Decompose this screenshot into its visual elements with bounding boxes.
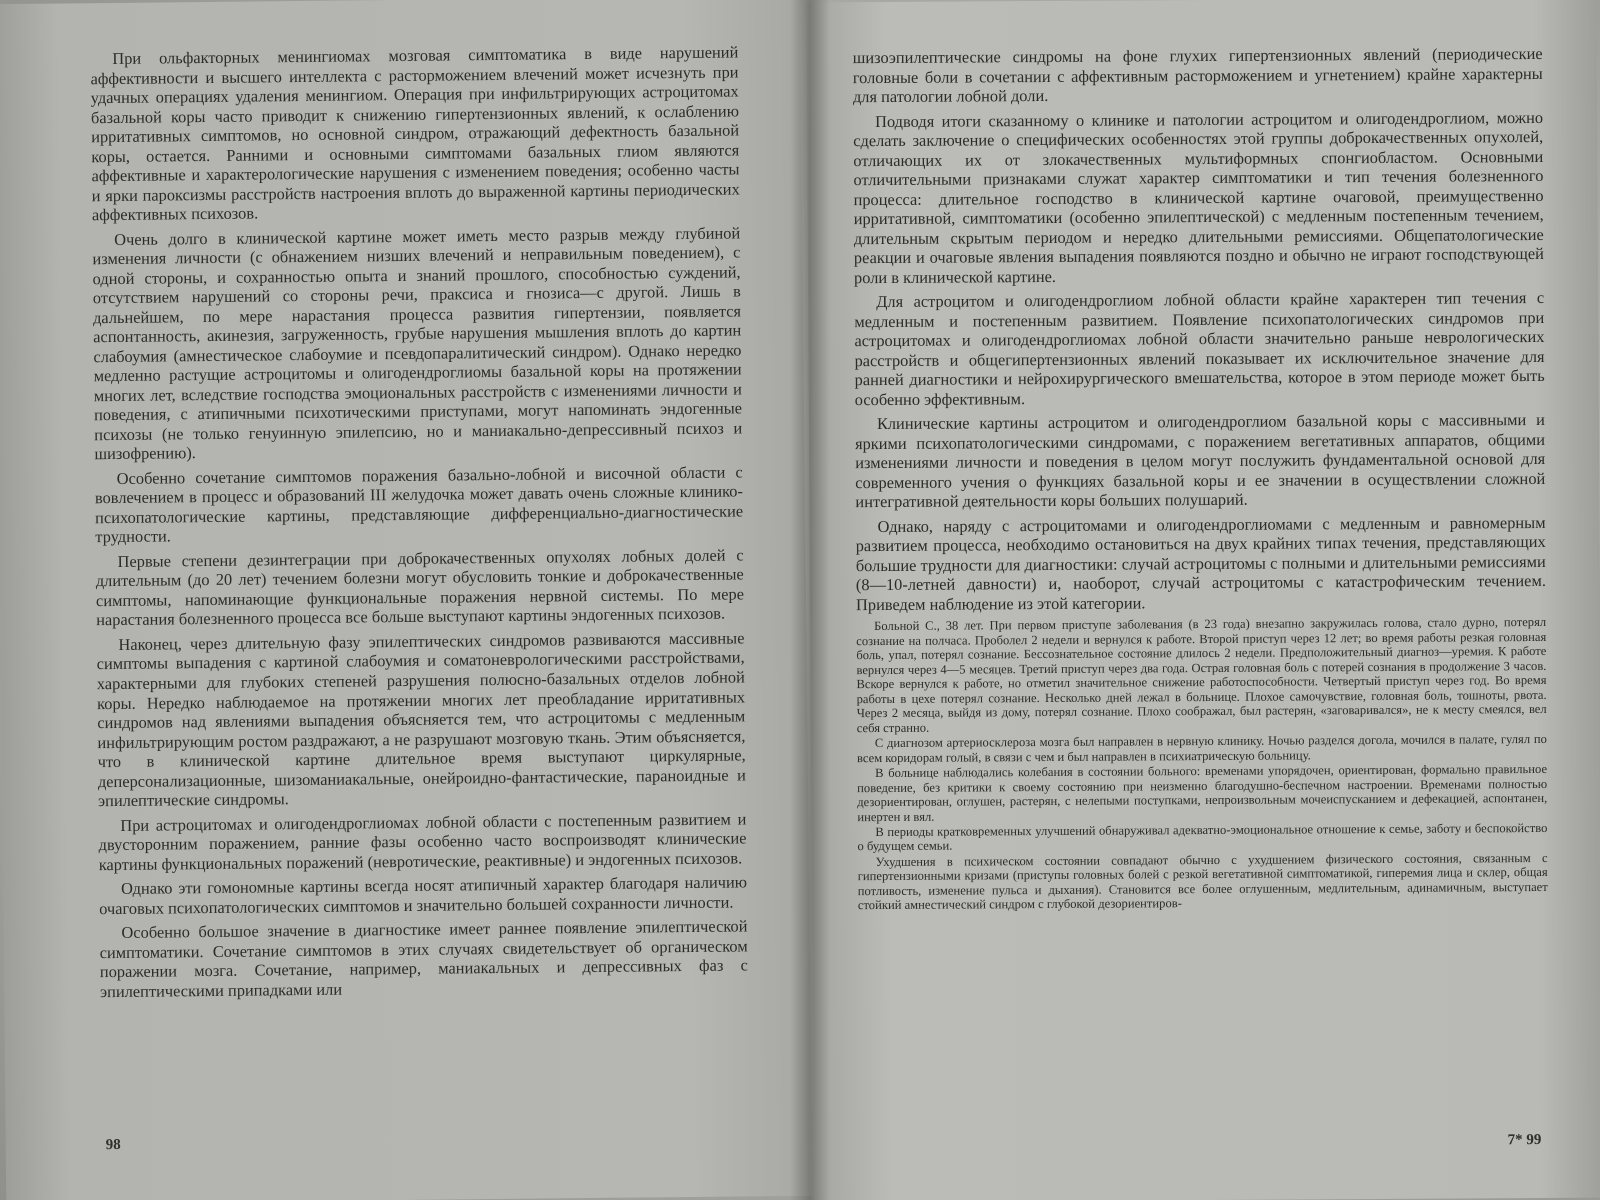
left-paragraph: При астроцитомах и олигодендроглиомах лобной области с постепенным развитием и двусторонним поражением, ранние фазы особенно часто воспроизводят клинические картины функциональных поражений (невротические, реактивные) и эндогенных психозов.	[98, 808, 747, 874]
case-report	[856, 615, 1548, 913]
right-page	[806, 0, 1600, 1200]
left-paragraph: Особенно большое значение в диагностике имеет раннее появление эпилептической симптоматики. Сочетание симптомов в этих случаях свидетельствует об органическом поражении мозга. Сочетание, например, маниакальных и депрессивных фаз с эпилептическими припадками или	[99, 916, 748, 1001]
book-gutter	[790, 0, 830, 1200]
case-paragraph: Больной С., 38 лет. При первом приступе заболевания (в 23 года) внезапно закружилась голова, стало дурно, потерял сознание на полчаса. Проболел 2 недели и вернулся к работе. Второй приступ через 12 лет; во время работы резкая головная боль, упал, потерял сознание. Бессознательное состояние длилось 2 недели. Предположительный диагноз—уремия. К работе вернулся через 4—5 месяцев. Третий приступ через два года. Острая головная боль с потерей сознания в продолжение 3 часов. Вскоре вернулся к работе, но отметил значительное снижение работоспособности. Четвертый приступ через год. Во время работы в цехе потерял сознание. Несколько дней лежал в больнице. Плохое самочувствие, головная боль, тошноты, рвота. Через 2 месяца, выйдя из дому, потерял сознание. Плохо соображал, был растерян, «заговаривался», не к месту смеялся, вел себя странно.	[856, 615, 1547, 735]
left-paragraph: Первые степени дезинтеграции при доброкачественных опухолях лобных долей с длительным (до 20 лет) течением болезни могут обусловить тонкие и доброкачественные симптомы, напоминающие функциональные поражения нервной системы. По мере нарастания болезненного процесса все больше выступают картины эндогенных психозов.	[95, 545, 745, 630]
page-number: 7* 99	[1507, 1132, 1542, 1149]
left-paragraph: Однако эти гомономные картины всегда носят атипичный характер благодаря наличию очаговых психопатологических симптомов и значительно большей сохранности личности.	[99, 872, 748, 918]
right-paragraph: Подводя итоги сказанному о клинике и патологии астроцитом и олигодендроглиом, можно сделать заключение о специфических особенностях этой группы доброкачественных опухолей, отличающих их от злокачественных мультиформных спонгиобластом. Основными отличительными признаками служат характер симптоматики и тип течения болезненного процесса: длительное господство в клинической картине очаговой, преимущественно ирритативной, симптоматики (особенно эпилептической) с медленным постепенным течением, длительным скрытым периодом и нередко длительными ремиссиями. Общепатологические реакции и очаговые явления выпадения появляются поздно и обычно не играют господствующей роли в клинической картине.	[853, 107, 1544, 287]
case-paragraph: С диагнозом артериосклероза мозга был направлен в нервную клинику. Ночью разделся догола, мочился в палате, гулял по всем коридорам голый, в связи с чем и был направлен в психиатрическую больницу.	[856, 732, 1547, 765]
case-paragraph: В больнице наблюдались колебания в состоянии больного: временами упорядочен, ориентирован, формально правильное поведение, без критики к своему состоянию при неизменно благодушно-беспечном настроении. Временами полностью дезориентирован, оглушен, растерян, с нелепыми поступками, непроизвольным мочеиспусканием и дефекацией, аспонтанен, инертен и вял.	[857, 762, 1548, 824]
right-paragraph: Однако, наряду с астроцитомами и олигодендроглиомами с медленным и равномерным развитием процесса, необходимо остановиться на двух крайних типах течения, представляющих большие трудности для диагностики: случай астроцитомы с полными и длительными ремиссиями (8—10-летней давности) и, наоборот, случай астроцитомы с катастрофическим течением. Приведем наблюдение из этой категории.	[855, 512, 1546, 615]
right-paragraph: Клинические картины астроцитом и олигодендроглиом базальной коры с массивными и яркими психопатологическими синдромами, с поражением вегетативных аппаратов, общими изменениями личности и поведения в целом могут послужить фундаментальной основой для современного учения о функциях базальной коры и ее значении в осуществлении сложной интегративной деятельности коры больших полушарий.	[854, 410, 1546, 512]
page-number: 98	[105, 1137, 121, 1154]
left-paragraph: При ольфакторных менингиомах мозговая симптоматика в виде нарушений аффективности и высшего интеллекта с расторможением влечений может исчезнуть при удачных операциях удаления менингиом. Операция при инфильтрирующих астроцитомах базальной коры часто приводит к снижению гипертензионных явлений, к ослаблению ирритативных симптомов, но основной синдром, отражающий дефектность базальной коры, остается. Ранними и основными симптомами базальных глиом являются аффективные и характерологические нарушения с изменением поведения; особенно часты и ярки пароксизмы расстройств настроения вплоть до выраженной картины периодических аффективных психозов.	[90, 42, 740, 225]
case-paragraph: В периоды кратковременных улучшений обнаруживал адекватно-эмоциональное отношение к семье, заботу и беспокойство о будущем семьи.	[857, 820, 1548, 854]
right-paragraph: Для астроцитом и олигодендроглиом лобной области крайне характерен тип течения с медленным и постепенным развитием. Появление психопатологических синдромов при астроцитомах и олигодендроглиомах лобной области значительно раньше неврологических расстройств и общегипертензионных явлений показывает их исключительное значение для ранней диагностики и нейрохирургического вмешательства, которое в этом периоде может быть особенно эффективным.	[854, 288, 1545, 409]
left-paragraph: Наконец, через длительную фазу эпилептических синдромов развиваются массивные симптомы выпадения с картиной слабоумия и соматоневрологическими расстройствами, характерными для глубоких степеней разрушения полюсно-базальных отделов лобной коры. Нередко наблюдаемое на протяжении многих лет преобладание ирритативных синдромов над явлениями выпадения объясняется тем, что астроцитомы с медленным инфильтрирующим ростом раздражают, а не разрушают мозговую ткань. Этим объясняется, что в клинической картине длительное время выступают циркулярные, деперсонализационные, шизоманиакальные, онейроидно-фантастические, параноидные и эпилептические синдромы.	[96, 628, 746, 811]
left-paragraph: Особенно сочетание симптомов поражения базально-лобной и височной области с вовлечением в процесс и образований III желудочка может давать очень сложные клинико-психопатологические картины, представляющие дифференциально-диагностические трудности.	[94, 462, 744, 547]
right-paragraph: шизоэпилептические синдромы на фоне глухих гипертензионных явлений (периодические головные боли в сочетании с аффективным расторможением и угнетением) крайне характерны для патологии лобной доли.	[852, 43, 1543, 107]
left-paragraph: Очень долго в клинической картине может иметь место разрыв между глубиной изменения личности (с обнажением низших влечений и неправильным поведением), с одной стороны, и сохранностью опыта и знаний прошлого, способностью суждений, отсутствием нарушений со стороны речи, праксиса и гнозиса—с другой. Лишь в дальнейшем, по мере нарастания процесса развития гипертензии, появляется аспонтанность, акинезия, загруженность, грубые нарушения мышления вплоть до картин слабоумия (амнестическое слабоумие и псевдопаралитический синдром). Однако нередко медленно растущие астроцитомы и олигодендроглиомы базальной коры на протяжении многих лет, вследствие господства эмоциональных расстройств с изменениями личности и поведения, с атипичными психотическими приступами, могут напоминать эндогенные психозы (не только генуинную эпилепсию, но и маниакально-депрессивный психоз и шизофрению).	[92, 223, 743, 464]
case-paragraph: Ухудшения в психическом состоянии совпадают обычно с ухудшением физического состояния, связанным с гипертензионными кризами (приступы головных болей с резкой вегетативной симптоматикой, гиперемия лица и склер, общая потливость, изменение пульса и дыхания). Становится все более оглушенным, медлительным, адинамичным, выступает стойкий амнестический синдром с глубокой дезориентиров-	[857, 850, 1548, 913]
